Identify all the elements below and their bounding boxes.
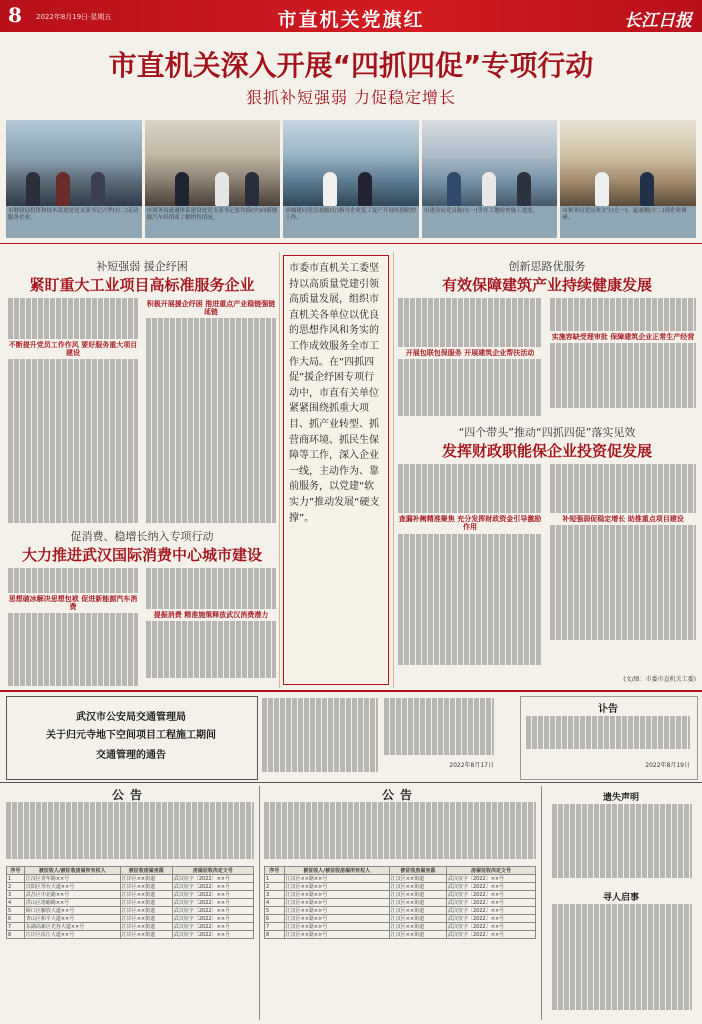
photo-5-image bbox=[560, 120, 696, 206]
missing-person-body bbox=[552, 904, 692, 1016]
obituary-date: 2022年8月19日 bbox=[645, 762, 690, 769]
table-cell: 4 bbox=[265, 899, 285, 907]
table-cell: 5 bbox=[265, 907, 285, 915]
table-cell: 江汉区××街道 bbox=[389, 915, 446, 923]
table-row bbox=[265, 931, 536, 939]
divider bbox=[259, 786, 260, 1020]
table-cell: 东湖高新区光谷大道××号 bbox=[24, 923, 120, 931]
table-header-cell: 房屋征收决定文号 bbox=[446, 867, 535, 875]
table-cell: 江汉区××街道 bbox=[389, 891, 446, 899]
traffic-notice-title: 关于归元寺地下空间项目工程施工期间 bbox=[46, 730, 216, 741]
traffic-notice-date: 2022年8月17日 bbox=[449, 762, 494, 769]
table-cell: 6 bbox=[265, 915, 285, 923]
photo-1-caption: 市财政局投资和技术改造处党支部书记兴华(右二)走访服务企业。 bbox=[8, 208, 139, 221]
table-cell: 江岸区××街道 bbox=[120, 875, 172, 883]
obituary-body bbox=[526, 716, 690, 758]
table-cell: 江汉区××街道 bbox=[389, 899, 446, 907]
table-cell: 2 bbox=[7, 883, 25, 891]
table-cell: 江岸区××街道 bbox=[120, 931, 172, 939]
table-row bbox=[265, 883, 536, 891]
photo-1-image bbox=[6, 120, 142, 206]
article4-body-col2 bbox=[550, 464, 696, 674]
article4-kicker: “四个带头”推动“四抓四促”落实见效 bbox=[458, 426, 636, 439]
table-header-cell: 被征收房屋坐落 bbox=[389, 867, 446, 875]
person-figure bbox=[175, 172, 189, 206]
masthead-band bbox=[0, 0, 702, 32]
loss-statement-title: 遗失声明 bbox=[602, 793, 639, 803]
main-headline: 市直机关深入开展“四抓四促”专项行动 bbox=[108, 49, 594, 82]
article1-headline: 紧盯重大工业项目高标准服务企业 bbox=[29, 276, 255, 294]
main-subheadline: 狠抓补短强弱 力促稳定增长 bbox=[245, 88, 457, 107]
table-cell: 江汉区××路××号 bbox=[284, 883, 389, 891]
table-row bbox=[7, 931, 254, 939]
table-cell: 7 bbox=[265, 923, 285, 931]
article3-subhead1: 开展包联包保服务 开展建筑企业帮扶活动 bbox=[405, 349, 535, 358]
article2-body-col2 bbox=[146, 568, 276, 686]
traffic-notice-title2: 交通管理的通告 bbox=[96, 750, 166, 761]
article1-kicker: 补短强弱 援企纾困 bbox=[96, 260, 188, 273]
table-header-cell: 房屋征收决定文号 bbox=[172, 867, 253, 875]
photo-strip bbox=[6, 120, 696, 238]
announcement-left-table bbox=[6, 866, 254, 939]
photo-3[interactable] bbox=[283, 120, 419, 238]
table-row bbox=[265, 907, 536, 915]
table-cell: 江汉区××街道 bbox=[389, 931, 446, 939]
photo-1[interactable] bbox=[6, 120, 142, 238]
table-cell: 武汉征字〔2022〕××号 bbox=[172, 899, 253, 907]
table-cell: 武汉征字〔2022〕××号 bbox=[446, 875, 535, 883]
article2-body-col1 bbox=[8, 568, 138, 686]
table-cell: 江汉区××路××号 bbox=[284, 915, 389, 923]
traffic-notice-body-col2 bbox=[384, 698, 494, 764]
person-figure bbox=[26, 172, 40, 206]
table-row bbox=[7, 883, 254, 891]
photo-4-caption: 市建设局党员陈(右一)等在工地检查施工进度。 bbox=[423, 208, 539, 214]
center-column bbox=[283, 255, 389, 685]
table-cell: 武汉征字〔2022〕××号 bbox=[446, 891, 535, 899]
table-cell: 江汉区××路××号 bbox=[284, 899, 389, 907]
article2-subhead1: 思想破冰解决思想包袱 促进新能源汽车消费 bbox=[8, 594, 138, 611]
table-header-cell: 序号 bbox=[7, 867, 25, 875]
article4-headline: 发挥财政职能保企业投资促发展 bbox=[441, 442, 652, 460]
table-cell: 武汉征字〔2022〕××号 bbox=[172, 931, 253, 939]
person-figure bbox=[517, 172, 531, 206]
table-cell: 江岸区××街道 bbox=[120, 899, 172, 907]
table-cell: 5 bbox=[7, 907, 25, 915]
article3-body-col1 bbox=[398, 298, 542, 416]
table-cell: 武汉征字〔2022〕××号 bbox=[172, 907, 253, 915]
photo-3-caption: 市城建局党员刘霞(右)指导企业复工复产开展疫情防控工作。 bbox=[285, 208, 416, 221]
table-cell: 江汉区××路××号 bbox=[284, 907, 389, 915]
person-figure bbox=[447, 172, 461, 206]
table-row bbox=[7, 875, 254, 883]
divider bbox=[0, 243, 702, 244]
table-cell: 硚口区解放大道××号 bbox=[24, 907, 120, 915]
table-cell: 江汉区××街道 bbox=[389, 923, 446, 931]
table-cell: 江岸区××街道 bbox=[120, 907, 172, 915]
person-figure bbox=[482, 172, 496, 206]
table-cell: 武昌区中北路××号 bbox=[24, 891, 120, 899]
table-cell: 1 bbox=[7, 875, 25, 883]
table-cell: 3 bbox=[7, 891, 25, 899]
announcement-left-title: 公告 bbox=[111, 788, 148, 802]
table-cell: 江汉区××街道 bbox=[389, 883, 446, 891]
table-cell: 江汉区××路××号 bbox=[284, 923, 389, 931]
issue-date: 2022年8月19日·星期五 bbox=[36, 13, 112, 21]
table-header-cell: 序号 bbox=[265, 867, 285, 875]
photo-5[interactable] bbox=[560, 120, 696, 238]
article4-body-col1 bbox=[398, 464, 542, 674]
article2-headline: 大力推进武汉国际消费中心城市建设 bbox=[21, 546, 262, 564]
table-cell: 江汉区××路××号 bbox=[284, 875, 389, 883]
person-figure bbox=[215, 172, 229, 206]
divider bbox=[393, 252, 394, 688]
table-header-cell: 被征收房屋坐落 bbox=[120, 867, 172, 875]
person-figure bbox=[640, 172, 654, 206]
announcement-mid-body bbox=[264, 802, 536, 862]
table-row bbox=[7, 891, 254, 899]
table-cell: 洪山区珞喻路××号 bbox=[24, 899, 120, 907]
table-cell: 江汉区××路××号 bbox=[284, 931, 389, 939]
table-header-row bbox=[7, 867, 254, 875]
newspaper-logo: 长江日报 bbox=[624, 11, 692, 31]
table-row bbox=[7, 899, 254, 907]
page-number: 8 bbox=[8, 3, 22, 27]
table-cell: 8 bbox=[265, 931, 285, 939]
divider bbox=[279, 252, 280, 688]
table-cell: 江汉区青年路××号 bbox=[24, 875, 120, 883]
divider bbox=[0, 690, 702, 692]
table-row bbox=[265, 899, 536, 907]
table-cell: 江岸区××街道 bbox=[120, 883, 172, 891]
table-header-cell: 被征收人/被征收房屋所有权人 bbox=[24, 867, 120, 875]
person-figure bbox=[56, 172, 70, 206]
table-cell: 武汉征字〔2022〕××号 bbox=[172, 915, 253, 923]
table-cell: 江岸区沿江大道××号 bbox=[24, 931, 120, 939]
table-cell: 江汉区××街道 bbox=[389, 907, 446, 915]
table-cell: 青山区和平大道××号 bbox=[24, 915, 120, 923]
article1-body-col1 bbox=[8, 298, 138, 530]
table-row bbox=[265, 923, 536, 931]
article2-subhead2: 提振消费 精准施策释放武汉消费潜力 bbox=[153, 610, 269, 619]
person-figure bbox=[595, 172, 609, 206]
article4-subhead2: 补短强弱促稳定增长 助推重点项目建设 bbox=[562, 515, 684, 524]
photo-3-image bbox=[283, 120, 419, 206]
article4-subhead1: 查漏补阙精准聚焦 充分发挥财政资金引导激励作用 bbox=[398, 515, 542, 532]
photo-2[interactable] bbox=[145, 120, 281, 238]
table-row bbox=[7, 915, 254, 923]
table-cell: 江汉区××路××号 bbox=[284, 891, 389, 899]
traffic-notice-body-col1 bbox=[262, 698, 378, 776]
photo-4[interactable] bbox=[422, 120, 558, 238]
table-header-cell: 被征收人/被征收房屋所有权人 bbox=[284, 867, 389, 875]
loss-statement-body bbox=[552, 804, 692, 884]
table-row bbox=[265, 891, 536, 899]
article1-body-col2 bbox=[146, 298, 276, 530]
announcement-left-body bbox=[6, 802, 254, 862]
center-column-text: 市委市直机关工委坚持以高质量党建引领高质量发展，组织市直机关各单位以优良的思想作风和务实的工作成效服务全市工作大局。在“四抓四促”援企纾困专项行动中，市直有关单位紧紧围绕抓重大项目、抓产业转型、抓营商环境、抓民生保障等工作，深入企业一线，主动作为、靠前服务，以党建“软实力”推动发展“硬支撑”。 bbox=[289, 263, 380, 524]
table-cell: 6 bbox=[7, 915, 25, 923]
table-row bbox=[7, 907, 254, 915]
article3-subhead2: 实施容缺受理审批 保障建筑企业正常生产经营 bbox=[551, 332, 695, 341]
announcement-mid-table bbox=[264, 866, 536, 939]
table-cell: 2 bbox=[265, 883, 285, 891]
table-cell: 7 bbox=[7, 923, 25, 931]
table-cell: 武汉征字〔2022〕××号 bbox=[446, 883, 535, 891]
photo-2-image bbox=[145, 120, 281, 206]
table-cell: 8 bbox=[7, 931, 25, 939]
photo-4-image bbox=[422, 120, 558, 206]
divider bbox=[0, 782, 702, 783]
person-figure bbox=[323, 172, 337, 206]
article3-headline: 有效保障建筑产业持续健康发展 bbox=[441, 276, 652, 294]
announcement-mid-title: 公告 bbox=[381, 788, 418, 802]
photo-5-caption: 市税务局党员朱文生(左一)、夏丽刚(左二)到企业调研。 bbox=[562, 208, 687, 221]
photo-2-caption: 市商务局流通体系建设处党支部书记张均海(中)向新能源汽车经销商了解销售情况。 bbox=[146, 208, 278, 221]
table-cell: 江岸区××街道 bbox=[120, 915, 172, 923]
obituary-title: 讣告 bbox=[598, 704, 618, 715]
table-cell: 3 bbox=[265, 891, 285, 899]
table-cell: 1 bbox=[265, 875, 285, 883]
table-cell: 武汉征字〔2022〕××号 bbox=[446, 915, 535, 923]
traffic-notice-org: 武汉市公安局交通管理局 bbox=[76, 712, 186, 723]
table-row bbox=[265, 875, 536, 883]
table-cell: 武汉征字〔2022〕××号 bbox=[172, 883, 253, 891]
table-header-row bbox=[265, 867, 536, 875]
table-cell: 江岸区××街道 bbox=[120, 923, 172, 931]
table-row bbox=[265, 915, 536, 923]
table-row bbox=[7, 923, 254, 931]
article4-credit: (文/图：市委市直机关工委) bbox=[623, 676, 696, 683]
person-figure bbox=[245, 172, 259, 206]
table-cell: 武汉征字〔2022〕××号 bbox=[446, 931, 535, 939]
table-cell: 武汉征字〔2022〕××号 bbox=[172, 875, 253, 883]
divider bbox=[541, 786, 542, 1020]
table-cell: 4 bbox=[7, 899, 25, 907]
article2-kicker: 促消费、稳增长纳入专项行动 bbox=[70, 530, 214, 543]
article3-body-col2 bbox=[550, 298, 696, 416]
table-cell: 武汉征字〔2022〕××号 bbox=[446, 923, 535, 931]
table-cell: 武汉征字〔2022〕××号 bbox=[446, 899, 535, 907]
table-cell: 武汉征字〔2022〕××号 bbox=[172, 891, 253, 899]
table-cell: 江汉区××街道 bbox=[389, 875, 446, 883]
article1-subhead2: 积极开展援企纾困 推进重点产业稳链强链延链 bbox=[146, 300, 276, 317]
table-cell: 江岸区××街道 bbox=[120, 891, 172, 899]
article1-subhead1: 不断提升党员工作作风 要好服务重大项目建设 bbox=[8, 340, 138, 358]
person-figure bbox=[91, 172, 105, 206]
table-cell: 武汉征字〔2022〕××号 bbox=[172, 923, 253, 931]
table-cell: 武汉征字〔2022〕××号 bbox=[446, 907, 535, 915]
person-figure bbox=[358, 172, 372, 206]
section-title: 市直机关党旗红 bbox=[277, 9, 425, 31]
missing-person-title: 寻人启事 bbox=[602, 893, 639, 903]
article3-kicker: 创新思路优服务 bbox=[508, 260, 586, 273]
table-cell: 汉阳区琴台大道××号 bbox=[24, 883, 120, 891]
